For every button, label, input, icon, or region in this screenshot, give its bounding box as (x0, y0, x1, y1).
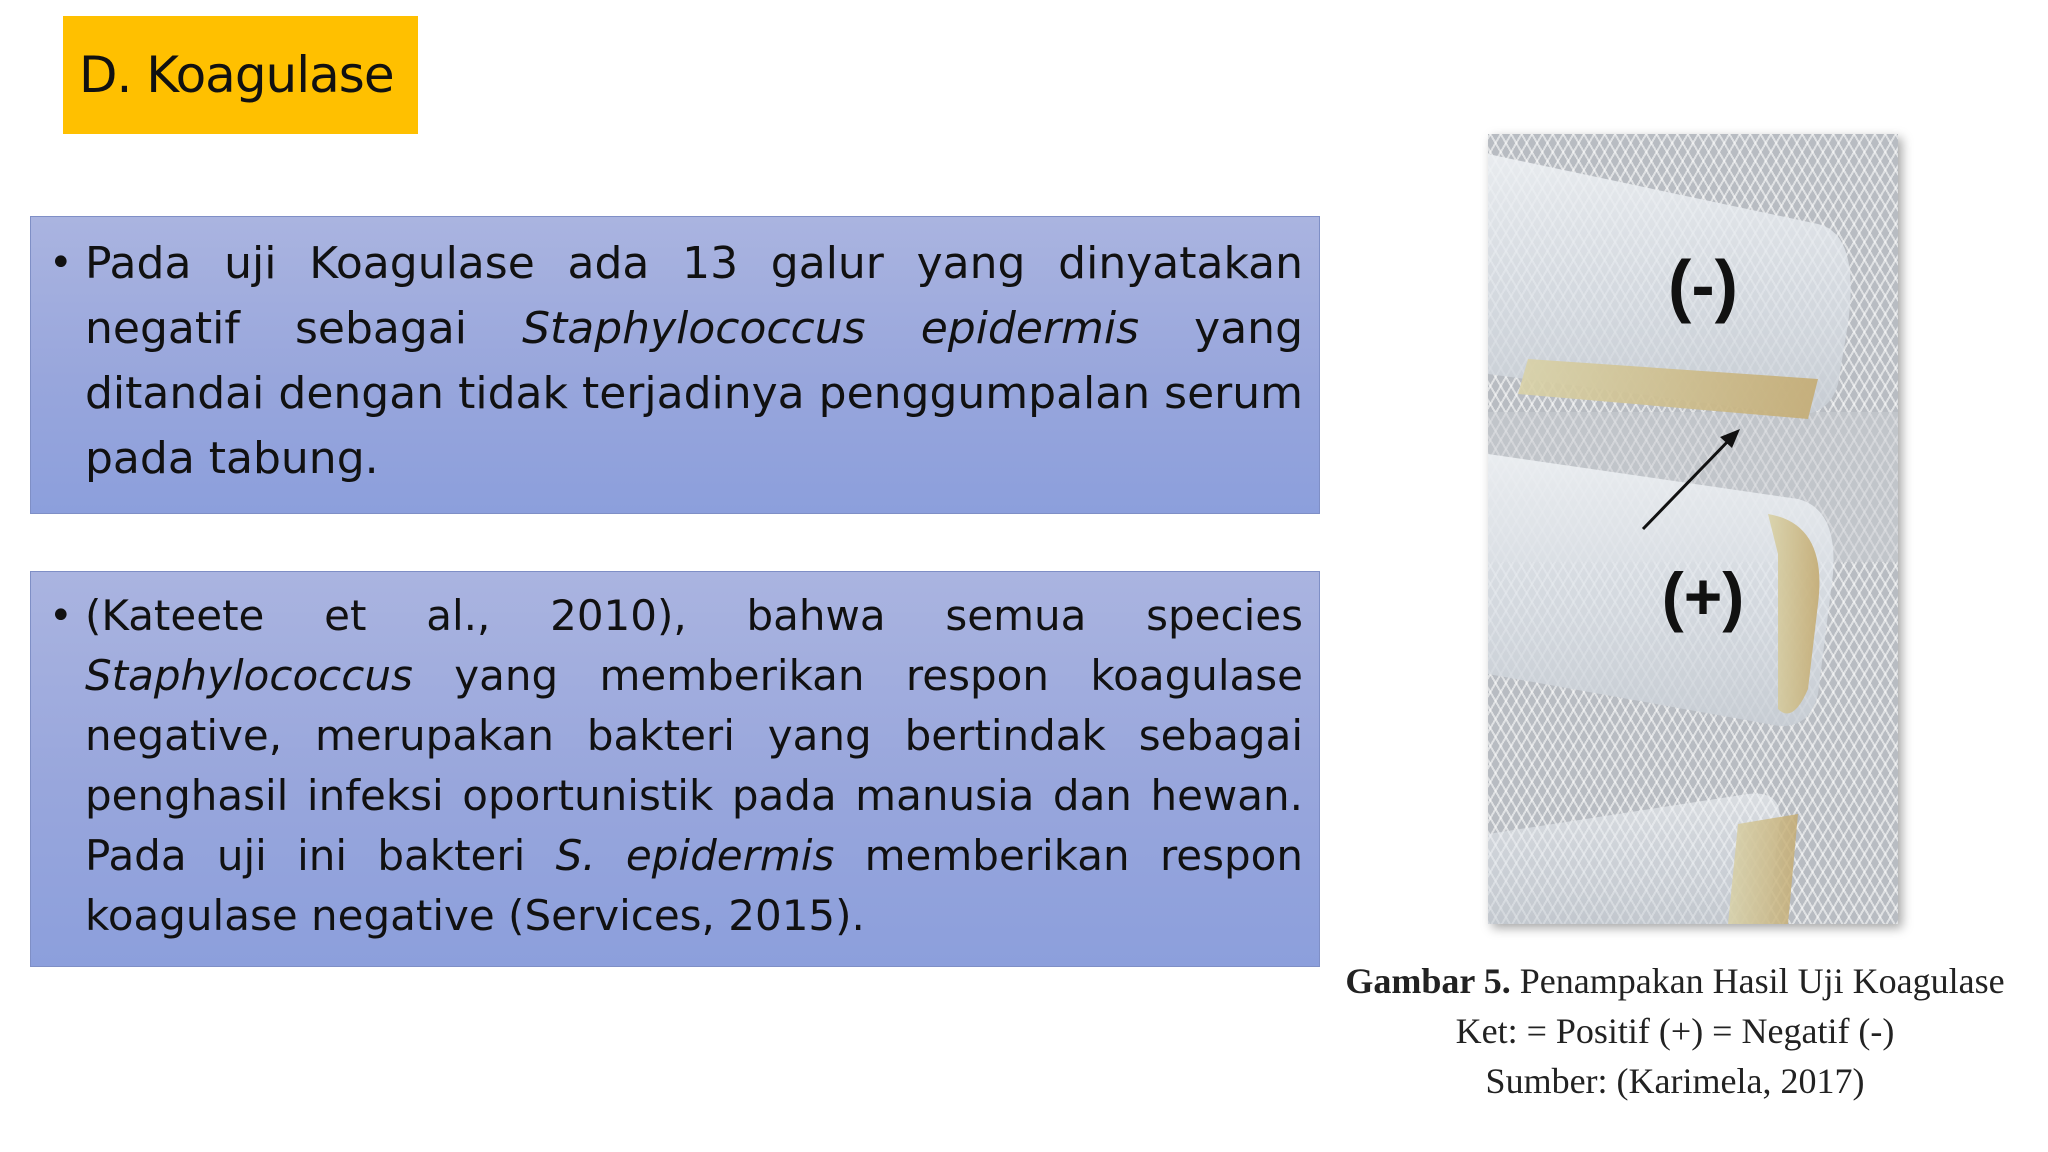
bullet1-italic-species: Staphylococcus epidermis (522, 303, 1140, 354)
caption-line-1 (1310, 956, 2040, 1006)
slide-title: D. Koagulase (79, 46, 394, 104)
bullet1-text-a: Pada uji Koagulase ada 13 galur yang dinyatakan negatif sebagai (85, 238, 1303, 354)
caption-line-2: Ket: = Positif (+) = Negatif (-) (1455, 1011, 1895, 1051)
coagulase-test-photo (1488, 134, 1898, 924)
negative-label: (-) (1668, 246, 1738, 324)
test-tubes-illustration (1488, 134, 1898, 924)
caption-title: Penampakan Hasil Uji Koagulase (1510, 961, 2005, 1001)
figure-caption (1310, 956, 2040, 1106)
bullet2-text-b: yang memberikan respon koagulase negative, merupakan bakteri yang bertindak sebagai penghasil infeksi oportunistik pada manusia dan hewan. Pada uji ini bakteri (85, 651, 1303, 880)
bullet1-text-b: yang ditandai dengan tidak terjadinya penggumpalan serum pada tabung. (85, 303, 1303, 484)
bullet-dot: • (49, 240, 73, 286)
bullet-box-1 (30, 216, 1320, 514)
title-box (63, 16, 418, 134)
bullet-dot: • (49, 593, 73, 639)
bottom-tube (1488, 794, 1798, 925)
bullet2-italic-species: S. epidermis (555, 831, 835, 880)
caption-line-3: Sumber: (Karimela, 2017) (1485, 1061, 1865, 1101)
bullet-box-2 (30, 571, 1320, 967)
bullet-text-1 (49, 231, 1303, 491)
positive-label: (+) (1661, 559, 1745, 633)
bullet-text-2 (49, 586, 1303, 946)
caption-figure-label: Gambar 5. (1345, 961, 1511, 1001)
bullet2-italic-genus: Staphylococcus (85, 651, 413, 700)
bullet2-text-a: (Kateete et al., 2010), bahwa semua species (85, 591, 1303, 640)
bullet2-text-c: memberikan respon koagulase negative (Services, 2015). (85, 831, 1303, 940)
